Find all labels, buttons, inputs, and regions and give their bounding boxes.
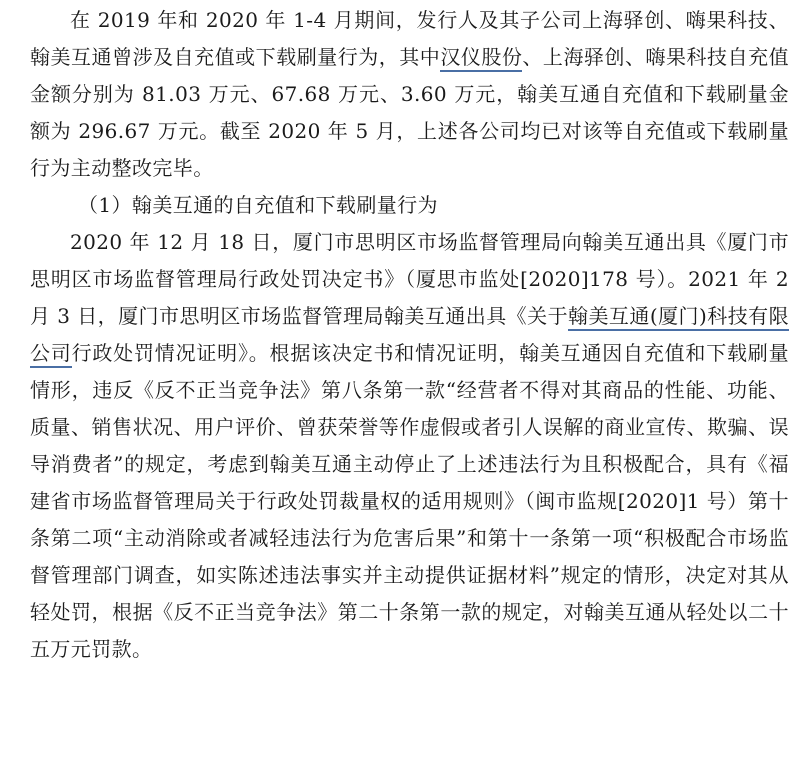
paragraph-text: 2020 年 12 月 18 日，厦门市思明区市场监督管理局向翰美互通出具《厦门市思明区市场监督管理局行政处罚决定书》（厦思市监处[2020]178 号）。2021 年 2 月 3 日，厦门市思明区市场监督管理局翰美互通出具《关于 <box>30 230 789 328</box>
paragraph-self-recharge-overview <box>30 2 789 187</box>
link-hanmei-hutong-company[interactable]: 翰美互通(厦门)科技有限公司 <box>30 304 789 368</box>
paragraph-text: 、上海驿创、嗨果科技自充值金额分别为 81.03 万元、67.68 万元、3.60 万元，翰美互通自充值和下载刷量金额为 296.67 万元。截至 2020 年 5 月，上述各公司均已对该等自充值或下载刷量行为主动整改完毕。 <box>30 45 790 180</box>
paragraph-text: 在 2019 年和 2020 年 1-4 月期间，发行人及其子公司上海驿创、嗨果科技、翰美互通曾涉及自充值或下载刷量行为，其中 <box>30 8 789 69</box>
link-hanyi-shares[interactable]: 汉仪股份 <box>440 45 522 72</box>
paragraph-penalty-details <box>30 224 789 668</box>
section-subheading: （1）翰美互通的自充值和下载刷量行为 <box>78 193 438 217</box>
paragraph-text: 行政处罚情况证明》。根据该决定书和情况证明，翰美互通因自充值和下载刷量情形，违反《反不正当竞争法》第八条第一款“经营者不得对其商品的性能、功能、质量、销售状况、用户评价、曾获荣誉等作虚假或者引人误解的商业宣传、欺骗、误导消费者”的规定，考虑到翰美互通主动停止了上述违法行为且积极配合，具有《福建省市场监督管理局关于行政处罚裁量权的适用规则》（闽市监规[2020]1 号）第十条第二项“主动消除或者减轻违法行为危害后果”和第十一条第一项“积极配合市场监督管理部门调查，如实陈述违法事实并主动提供证据材料”规定的情形，决定对其从轻处罚，根据《反不正当竞争法》第二十条第一款的规定，对翰美互通从轻处以二十五万元罚款。 <box>30 341 789 661</box>
